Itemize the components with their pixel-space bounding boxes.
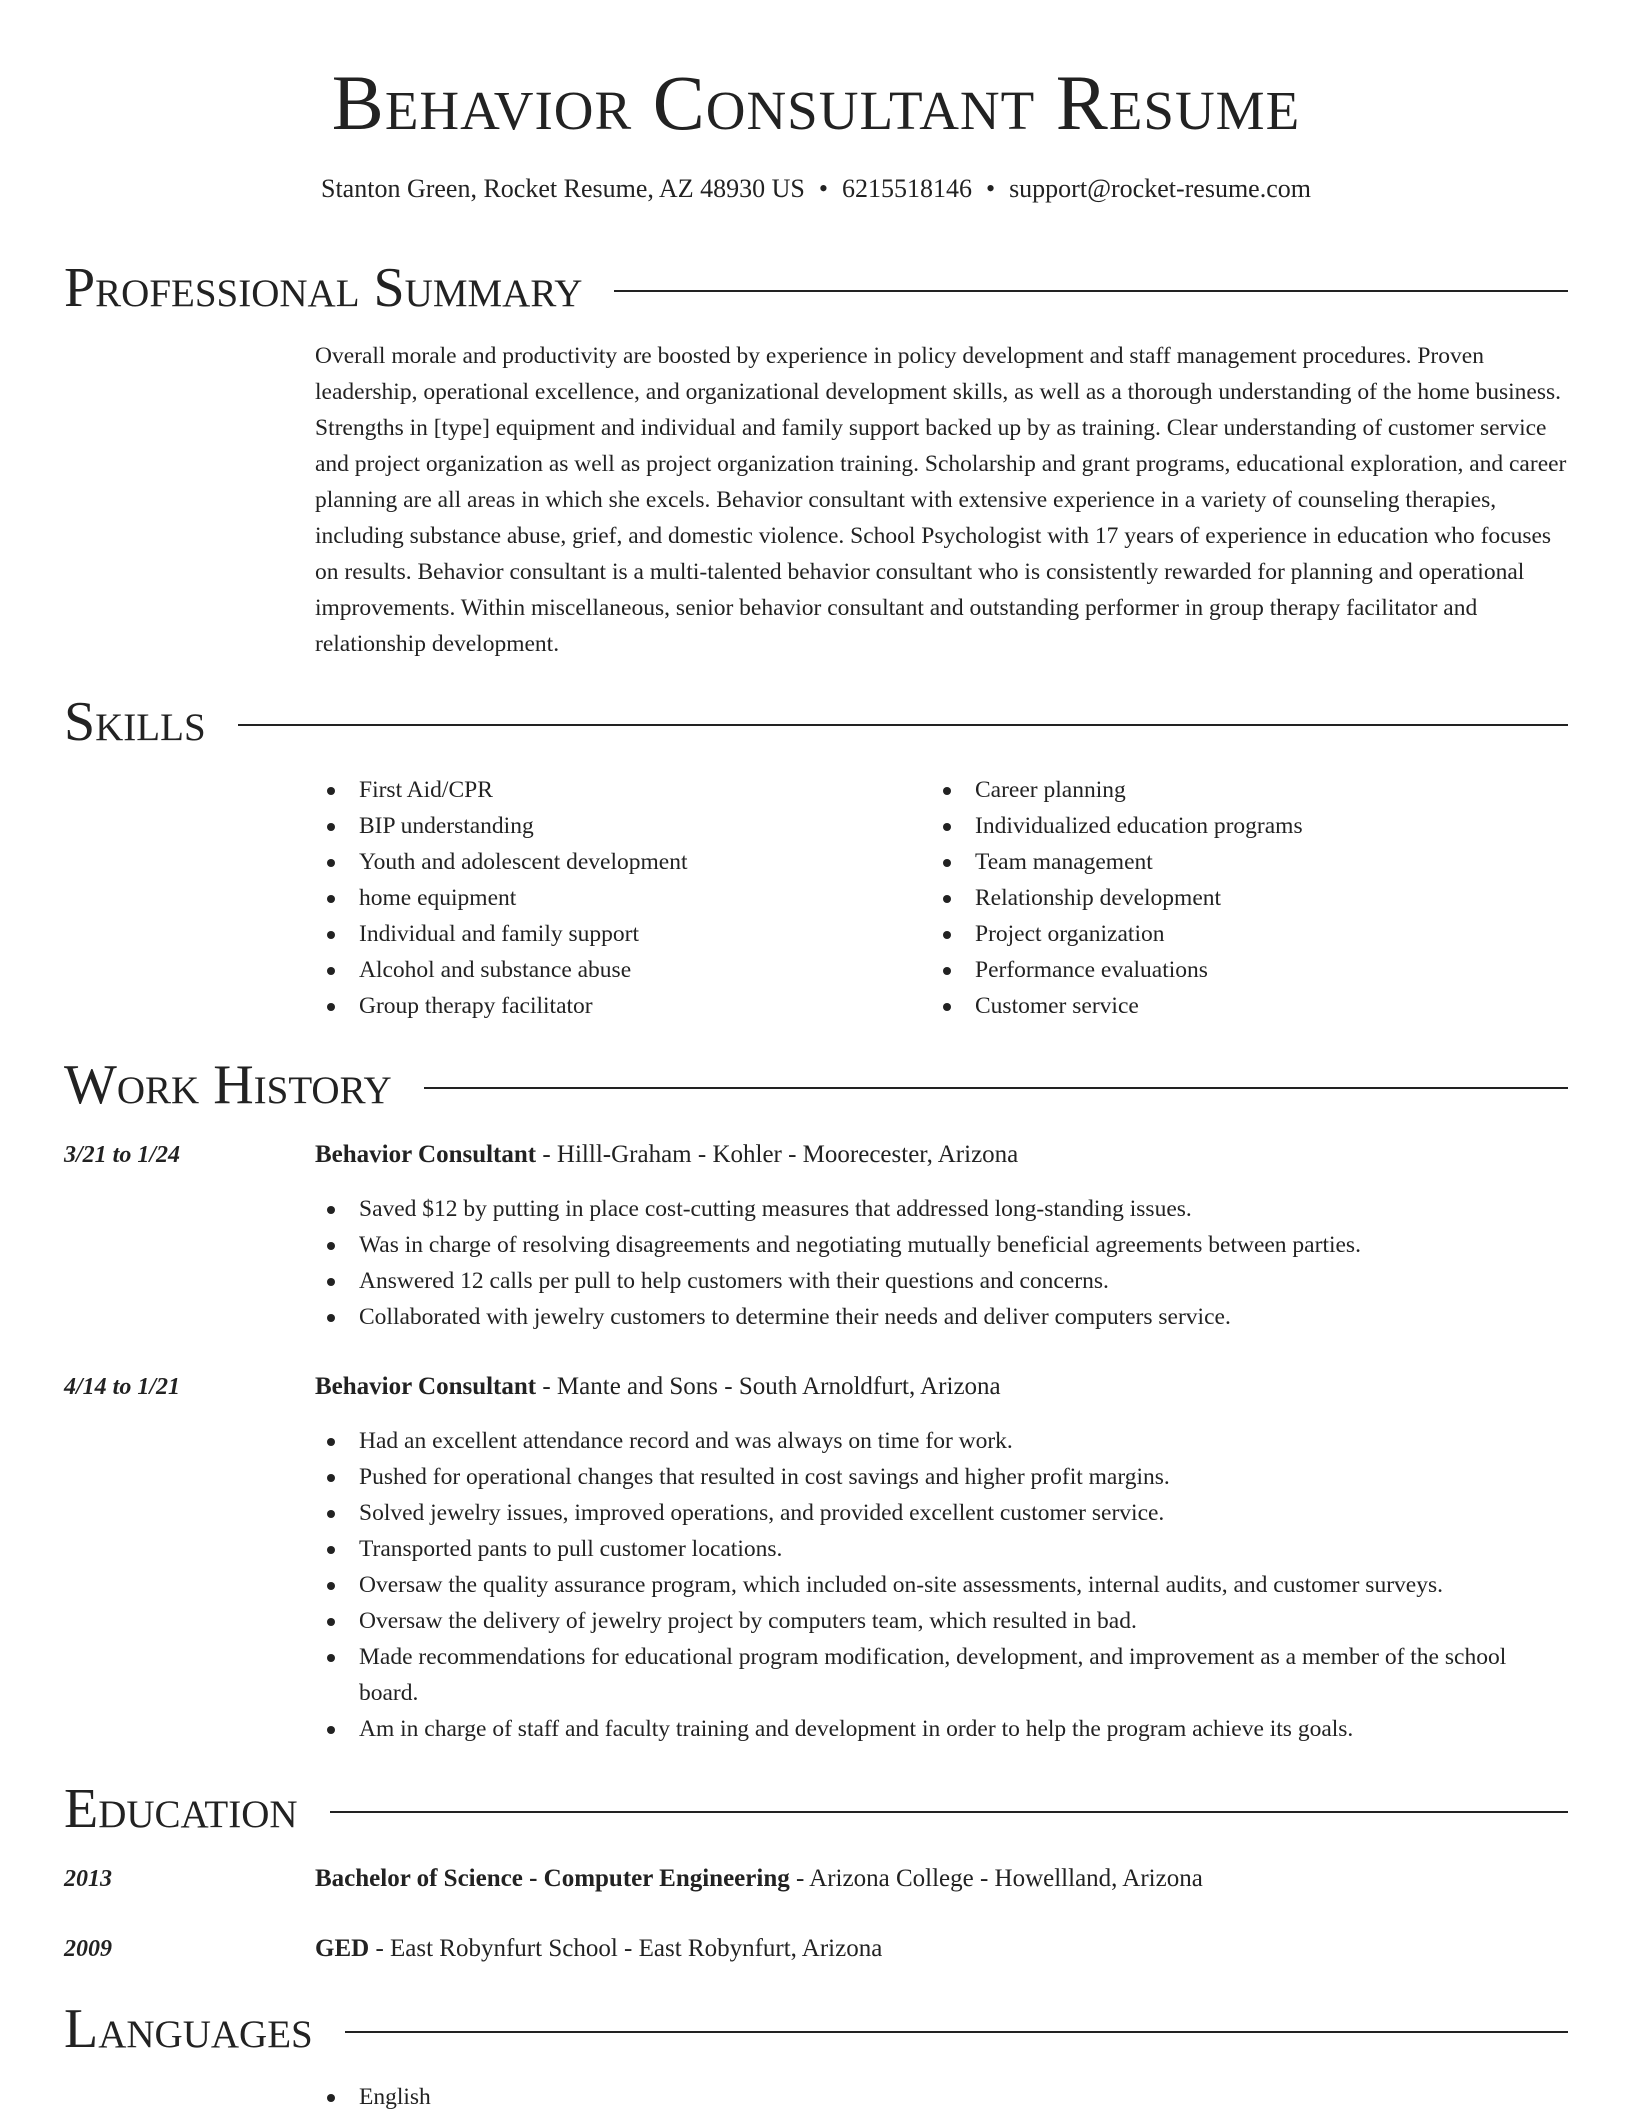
- bullet-icon: [327, 931, 335, 939]
- job-bullet-text: Was in charge of resolving disagreements and negotiating mutually beneficial agreements between parties.: [359, 1232, 1361, 1258]
- skill-item-text: Team management: [975, 849, 1153, 875]
- skill-item-text: Individual and family support: [359, 921, 639, 947]
- skill-item-text: Career planning: [975, 777, 1126, 803]
- job-bullet: [315, 1227, 1568, 1263]
- bullet-icon: [943, 931, 951, 939]
- skill-item: [931, 988, 1491, 1024]
- bullet-icon: [943, 967, 951, 975]
- job-bullet: [315, 1263, 1568, 1299]
- bullet-icon: [327, 1003, 335, 1011]
- languages-list: [315, 2079, 1568, 2115]
- job-bullet: [315, 1639, 1568, 1711]
- section-divider: [330, 1811, 1568, 1813]
- languages-section-header: [64, 1997, 1568, 2061]
- skill-item: [931, 952, 1491, 988]
- bullet-icon: [327, 895, 335, 903]
- skill-item: [931, 880, 1491, 916]
- job-bullet-text: Made recommendations for educational program modification, development, and improvement as a member of the school board.: [359, 1644, 1507, 1706]
- job-bullets: [315, 1191, 1568, 1335]
- bullet-icon: [327, 859, 335, 867]
- contact-line: [0, 172, 1632, 206]
- summary-section-header: [64, 256, 1568, 320]
- section-divider: [614, 290, 1568, 292]
- skill-item-text: Project organization: [975, 921, 1165, 947]
- language-item-text: English: [359, 2084, 431, 2110]
- bullet-icon: [327, 1474, 335, 1482]
- skill-item: [315, 916, 875, 952]
- job-bullet-text: Saved $12 by putting in place cost-cutting measures that addressed long-standing issues.: [359, 1196, 1192, 1222]
- education-line: [315, 1932, 1568, 1966]
- skill-item: [931, 772, 1491, 808]
- job-title: Behavior Consultant: [315, 1141, 537, 1168]
- section-divider: [345, 2031, 1568, 2033]
- skill-item-text: home equipment: [359, 885, 517, 911]
- job-bullet-text: Answered 12 calls per pull to help customers with their questions and concerns.: [359, 1268, 1109, 1294]
- education-school: - East Robynfurt School - East Robynfurt, Arizona: [369, 1935, 883, 1962]
- resume-title: Behavior Consultant Resume: [331, 59, 1301, 146]
- job-bullet-text: Solved jewelry issues, improved operations, and provided excellent customer service.: [359, 1500, 1165, 1526]
- job-bullet-text: Had an excellent attendance record and was always on time for work.: [359, 1428, 1013, 1454]
- job-bullet-text: Oversaw the quality assurance program, which included on-site assessments, internal audits, and customer surveys.: [359, 1572, 1443, 1598]
- skills-section-header: [64, 690, 1568, 754]
- job-bullet-text: Transported pants to pull customer locations.: [359, 1536, 783, 1562]
- bullet-icon: [327, 1726, 335, 1734]
- job-bullet-text: Collaborated with jewelry customers to determine their needs and deliver computers service.: [359, 1304, 1231, 1330]
- bullet-icon: [943, 1003, 951, 1011]
- section-divider: [238, 724, 1568, 726]
- job-employer: - Mante and Sons - South Arnoldfurt, Arizona: [536, 1373, 1001, 1400]
- work-section-header: [64, 1053, 1568, 1117]
- skill-item: [315, 988, 875, 1024]
- languages-heading: Languages: [64, 1998, 313, 2060]
- education-heading: Education: [64, 1778, 298, 1840]
- skill-item-text: Youth and adolescent development: [359, 849, 688, 875]
- skill-item-text: Performance evaluations: [975, 957, 1208, 983]
- education-school: - Arizona College - Howellland, Arizona: [789, 1865, 1203, 1892]
- bullet-icon: [327, 1510, 335, 1518]
- work-heading: Work History: [64, 1054, 392, 1116]
- skill-item-text: Relationship development: [975, 885, 1222, 911]
- skill-item-text: Individualized education programs: [975, 813, 1303, 839]
- skills-right-column: [931, 772, 1491, 1024]
- education-degree: Bachelor of Science - Computer Engineering: [315, 1865, 790, 1892]
- skill-item: [315, 880, 875, 916]
- skill-item: [315, 808, 875, 844]
- job-employer: - Hilll-Graham - Kohler - Moorecester, Arizona: [536, 1141, 1019, 1168]
- job-bullet-text: Am in charge of staff and faculty training and development in order to help the program achieve its goals.: [359, 1716, 1354, 1742]
- education-section-header: [64, 1777, 1568, 1841]
- bullet-icon: [327, 1582, 335, 1590]
- contact-email: support@rocket-resume.com: [1009, 174, 1311, 203]
- bullet-icon: [327, 1654, 335, 1662]
- job-bullet-text: Oversaw the delivery of jewelry project by computers team, which resulted in bad.: [359, 1608, 1137, 1634]
- bullet-icon: [327, 1546, 335, 1554]
- skill-item: [931, 844, 1491, 880]
- summary-heading: Professional Summary: [64, 257, 583, 319]
- summary-text: Overall morale and productivity are boosted by experience in policy development and staff management procedures. Proven leadership, operational excellence, and organizational development skills, as well as a thorough understanding of the home business. Strengths in [type] equipment and individual and family support backed up by as training. Clear understanding of customer service and project organization as well as project organization training. Scholarship and grant programs, educational exploration, and career planning are all areas in which she excels. Behavior consultant with extensive experience in a variety of counseling therapies, including substance abuse, grief, and domestic violence. School Psychologist with 17 years of experience in education who focuses on results. Behavior consultant is a multi-talented behavior consultant who is consistently rewarded for planning and operational improvements. Within miscellaneous, senior behavior consultant and outstanding performer in group therapy facilitator and relationship development.: [315, 343, 1567, 657]
- education-year: 2009: [64, 1936, 112, 1962]
- bullet-icon: [943, 895, 951, 903]
- skill-item: [931, 916, 1491, 952]
- skill-item-text: Group therapy facilitator: [359, 993, 593, 1019]
- education-year: 2013: [64, 1866, 112, 1892]
- job-bullet: [315, 1531, 1568, 1567]
- bullet-icon: [327, 1314, 335, 1322]
- skill-item: [315, 772, 875, 808]
- education-line: [315, 1862, 1568, 1896]
- bullet-icon: [327, 1206, 335, 1214]
- bullet-icon: [943, 859, 951, 867]
- bullet-icon: [943, 823, 951, 831]
- job-title-line: [315, 1370, 1568, 1404]
- job-bullet: [315, 1299, 1568, 1335]
- job-dates: 4/14 to 1/21: [64, 1374, 181, 1400]
- bullet-icon: [327, 967, 335, 975]
- education-degree: GED: [315, 1935, 370, 1962]
- skills-left-column: [315, 772, 875, 1024]
- skill-item-text: Customer service: [975, 993, 1139, 1019]
- bullet-icon: [327, 1618, 335, 1626]
- job-bullets: [315, 1423, 1568, 1747]
- skill-item-text: First Aid/CPR: [359, 777, 493, 803]
- language-item: [315, 2079, 1568, 2115]
- job-bullet: [315, 1423, 1568, 1459]
- contact-separator: •: [818, 174, 828, 203]
- job-bullet-text: Pushed for operational changes that resulted in cost savings and higher profit margins.: [359, 1464, 1170, 1490]
- section-divider: [424, 1087, 1568, 1089]
- skill-item-text: Alcohol and substance abuse: [359, 957, 632, 983]
- bullet-icon: [327, 787, 335, 795]
- skill-item: [931, 808, 1491, 844]
- job-dates: 3/21 to 1/24: [64, 1142, 181, 1168]
- bullet-icon: [327, 1438, 335, 1446]
- job-bullet: [315, 1711, 1568, 1747]
- contact-separator: •: [985, 174, 996, 203]
- job-bullet: [315, 1495, 1568, 1531]
- bullet-icon: [327, 1242, 335, 1250]
- bullet-icon: [327, 823, 335, 831]
- job-title-line: [315, 1138, 1568, 1172]
- skill-item-text: BIP understanding: [359, 813, 534, 839]
- bullet-icon: [327, 1278, 335, 1286]
- bullet-icon: [943, 787, 951, 795]
- job-bullet: [315, 1603, 1568, 1639]
- skill-item: [315, 952, 875, 988]
- contact-phone: 6215518146: [841, 174, 972, 203]
- bullet-icon: [327, 2094, 335, 2102]
- job-bullet: [315, 1567, 1568, 1603]
- job-bullet: [315, 1459, 1568, 1495]
- skills-heading: Skills: [64, 691, 206, 753]
- job-bullet: [315, 1191, 1568, 1227]
- job-title: Behavior Consultant: [315, 1373, 537, 1400]
- skill-item: [315, 844, 875, 880]
- contact-address: Stanton Green, Rocket Resume, AZ 48930 US: [321, 174, 805, 203]
